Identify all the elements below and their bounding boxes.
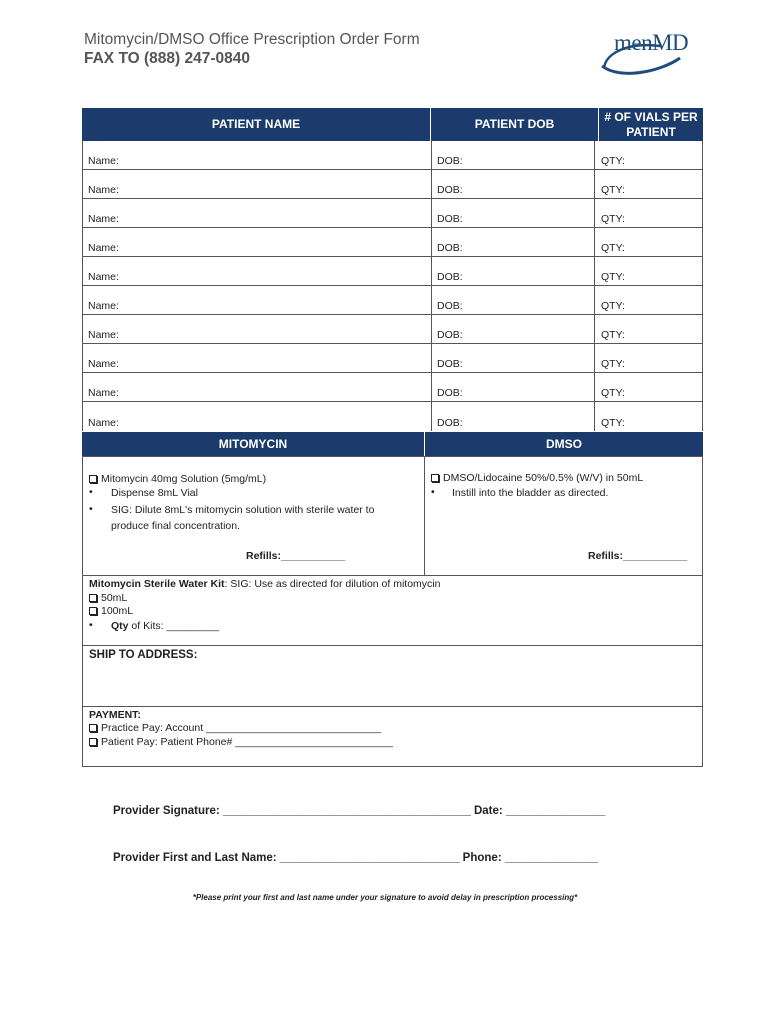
mitomycin-checkbox[interactable] <box>89 475 97 483</box>
table-row <box>82 344 703 373</box>
name-field[interactable]: Name: <box>88 358 119 370</box>
col-vials-qty: # OF VIALS PER PATIENT <box>598 108 703 141</box>
dmso-instructions: Instill into the bladder as directed. <box>452 487 609 499</box>
name-field[interactable]: Name: <box>88 387 119 399</box>
mitomycin-dispense: Dispense 8mL Vial <box>111 487 198 499</box>
table-row <box>82 199 703 228</box>
provider-name-field[interactable]: _____________________________ <box>279 852 460 864</box>
dob-field[interactable]: DOB: <box>437 417 463 429</box>
payment-label: PAYMENT: <box>89 709 141 721</box>
patient-pay-option[interactable] <box>89 736 393 748</box>
water-kit-title <box>89 578 440 590</box>
water-kit-qty-label: Qty <box>111 620 129 632</box>
dmso-checkbox[interactable] <box>431 474 439 482</box>
provider-signature-line <box>113 805 605 817</box>
dob-field[interactable]: DOB: <box>437 300 463 312</box>
table-row <box>82 402 703 431</box>
table-row <box>82 228 703 257</box>
practice-pay-option[interactable] <box>89 722 381 734</box>
patient-pay-checkbox[interactable] <box>89 738 97 746</box>
water-kit-50ml-label: 50mL <box>101 592 128 604</box>
bullet-icon: • <box>89 619 93 631</box>
signature-label: Provider Signature: <box>113 805 223 817</box>
water-kit-qty-field[interactable]: of Kits: _________ <box>128 620 220 632</box>
mitomycin-heading: MITOMYCIN <box>218 437 288 451</box>
table-row <box>82 141 703 170</box>
col-patient-dob: PATIENT DOB <box>430 108 598 141</box>
dob-field[interactable]: DOB: <box>437 329 463 341</box>
qty-field[interactable]: QTY: <box>601 358 625 370</box>
name-field[interactable]: Name: <box>88 184 119 196</box>
mitomycin-sig-line2: produce final concentration. <box>111 520 240 532</box>
dmso-option[interactable] <box>431 472 643 484</box>
name-field[interactable]: Name: <box>88 417 119 429</box>
mitomycin-option[interactable] <box>89 473 266 485</box>
table-row <box>82 170 703 199</box>
name-field[interactable]: Name: <box>88 329 119 341</box>
qty-field[interactable]: QTY: <box>601 242 625 254</box>
dmso-heading: DMSO <box>424 432 703 456</box>
date-field[interactable]: ________________ <box>505 805 606 817</box>
dob-field[interactable]: DOB: <box>437 358 463 370</box>
name-field[interactable]: Name: <box>88 271 119 283</box>
dob-field[interactable]: DOB: <box>437 213 463 225</box>
water-kit-label: Mitomycin Sterile Water Kit <box>89 578 225 590</box>
name-field[interactable]: Name: <box>88 213 119 225</box>
menmd-logo <box>600 28 700 76</box>
qty-field[interactable]: QTY: <box>601 300 625 312</box>
dob-field[interactable]: DOB: <box>437 242 463 254</box>
water-kit-100ml-option[interactable] <box>89 605 133 617</box>
practice-pay-checkbox[interactable] <box>89 724 97 732</box>
phone-label: Phone: <box>459 852 505 864</box>
name-field[interactable]: Name: <box>88 300 119 312</box>
bullet-icon: • <box>89 503 93 515</box>
table-row <box>82 373 703 402</box>
qty-field[interactable]: QTY: <box>601 417 625 429</box>
water-kit-qty[interactable] <box>111 620 219 632</box>
date-label: Date: <box>470 805 506 817</box>
water-kit-50ml-option[interactable] <box>89 592 127 604</box>
ship-to-label: SHIP TO ADDRESS: <box>89 649 198 661</box>
qty-field[interactable]: QTY: <box>601 387 625 399</box>
table-row <box>82 315 703 344</box>
dob-field[interactable]: DOB: <box>437 155 463 167</box>
phone-field[interactable]: _______________ <box>504 852 598 864</box>
water-kit-50ml-checkbox[interactable] <box>89 594 97 602</box>
signature-field[interactable]: ________________________________________ <box>222 805 471 817</box>
logo-text: menMD <box>614 30 689 55</box>
practice-pay-label[interactable]: Practice Pay: Account ______________________________ <box>101 722 382 734</box>
patient-pay-label[interactable]: Patient Pay: Patient Phone# ___________________________ <box>101 736 393 748</box>
water-kit-100ml-label: 100mL <box>101 605 134 617</box>
qty-field[interactable]: QTY: <box>601 155 625 167</box>
form-title: Mitomycin/DMSO Office Prescription Order Form <box>84 31 420 48</box>
medication-section-header <box>82 432 703 456</box>
qty-field[interactable]: QTY: <box>601 271 625 283</box>
dmso-option-label: DMSO/Lidocaine 50%/0.5% (W/V) in 50mL <box>443 472 644 484</box>
water-kit-100ml-checkbox[interactable] <box>89 607 97 615</box>
water-kit-sig: : SIG: Use as directed for dilution of mitomycin <box>224 578 441 590</box>
table-row <box>82 286 703 315</box>
qty-field[interactable]: QTY: <box>601 184 625 196</box>
processing-note: *Please print your first and last name under your signature to avoid delay in prescription processing* <box>192 893 578 902</box>
dmso-refills[interactable]: Refills:___________ <box>588 550 688 562</box>
patient-table-header <box>82 108 703 141</box>
provider-name-label: Provider First and Last Name: <box>113 852 280 864</box>
col-patient-name: PATIENT NAME <box>211 117 301 131</box>
mitomycin-sig-line1: SIG: Dilute 8mL's mitomycin solution with sterile water to <box>111 504 375 516</box>
bullet-icon: • <box>89 486 93 498</box>
name-field[interactable]: Name: <box>88 155 119 167</box>
table-row <box>82 257 703 286</box>
provider-name-line <box>113 852 598 864</box>
bullet-icon: • <box>431 486 435 498</box>
dob-field[interactable]: DOB: <box>437 387 463 399</box>
qty-field[interactable]: QTY: <box>601 329 625 341</box>
mitomycin-option-label: Mitomycin 40mg Solution (5mg/mL) <box>101 473 267 485</box>
dob-field[interactable]: DOB: <box>437 271 463 283</box>
mitomycin-refills[interactable]: Refills:___________ <box>246 550 346 562</box>
qty-field[interactable]: QTY: <box>601 213 625 225</box>
fax-number: FAX TO (888) 247-0840 <box>84 50 250 67</box>
dob-field[interactable]: DOB: <box>437 184 463 196</box>
name-field[interactable]: Name: <box>88 242 119 254</box>
